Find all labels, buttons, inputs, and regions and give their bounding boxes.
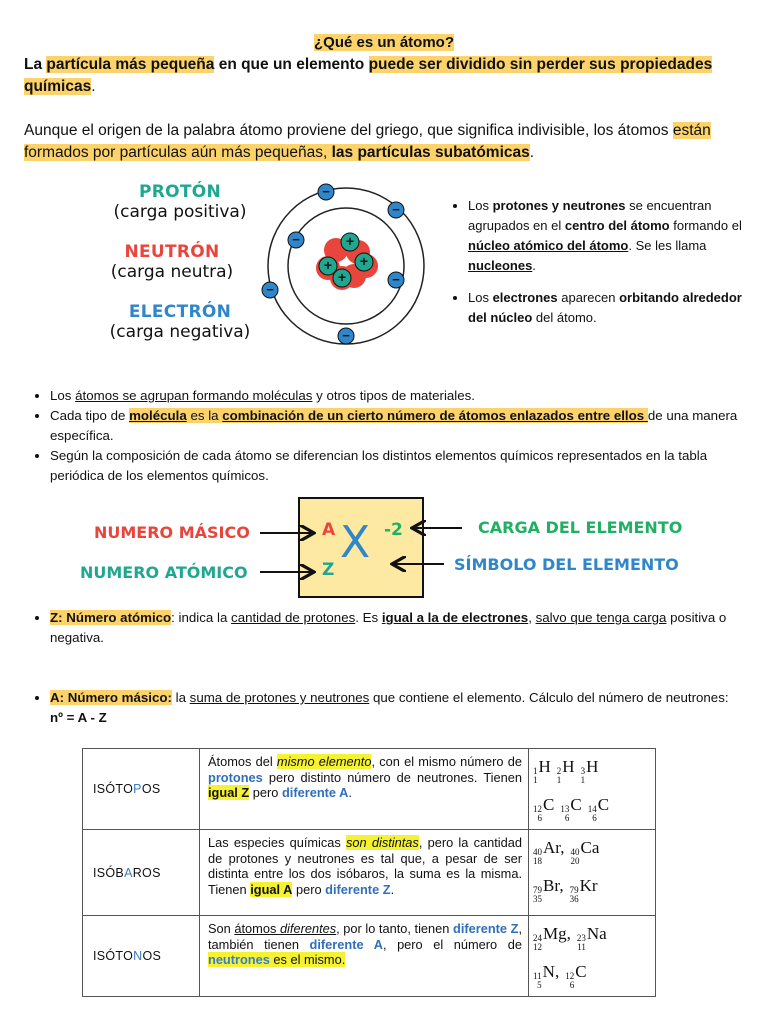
list-item: • Z: Número atómico: indica la cantidad de protones. Es igual a la de electrones, salvo que tenga carga positiva o negativa. (50, 608, 742, 648)
svg-text:+: + (359, 253, 369, 269)
element-symbol-X: X (340, 517, 371, 568)
svg-text:+: + (323, 257, 333, 273)
svg-text:−: − (392, 272, 400, 287)
electron-label: ELECTRÓN (carga negativa) (109, 302, 251, 342)
arrows (0, 490, 768, 600)
mass-number-bullet (32, 688, 742, 728)
atomic-number-bullet (32, 608, 742, 648)
nuclide-notation: 11 5 N, (533, 962, 560, 990)
row-desc-isotopos: Átomos del mismo elemento, con el mismo número de protones pero distinto número de neutrones. Tienen igual Z pero diferente A. (200, 749, 529, 830)
row-desc-isotonos: Son átomos diferentes, por lo tanto, tienen diferente Z, también tienen diferente A, pero el número de neutrones es el mismo. (200, 916, 529, 997)
page-title: ¿Qué es un átomo? (313, 34, 454, 51)
atomic-number-Z: Z (322, 560, 335, 580)
nuclide-notation: 79 35 Br, (533, 876, 564, 904)
row-desc-isobaros: Las especies químicas son distintas, pero la cantidad de protones y neutrones es tal que, a pesar de ser distinta entre los dos isóbaros, la suma es la misma. Tienen igual A pero diferente Z. (200, 830, 529, 916)
row-label-isotopos: ISÓTOPOS (83, 749, 200, 830)
nuclide-notation: 1 1 H (533, 757, 551, 785)
svg-text:−: − (392, 202, 400, 217)
row-label-isobaros: ISÓBAROS (83, 830, 200, 916)
nuclide-notation: 23 11 Na (576, 924, 607, 952)
origin-paragraph: Aunque el origen de la palabra átomo proviene del griego, que significa indivisible, los átomos están formados por partículas aún más pequeñas, las partículas subatómicas. (24, 122, 711, 161)
symbol-label: SÍMBOLO DEL ELEMENTO (454, 555, 679, 574)
inner-orbit (288, 208, 404, 324)
nuclide-notation: 24 12 Mg, (533, 924, 571, 952)
row-examples-isotonos (529, 916, 656, 997)
row-examples-isobaros (529, 830, 656, 916)
table-row (83, 916, 656, 997)
table-row (83, 830, 656, 916)
list-item: • Los átomos se agrupan formando moléculas y otros tipos de materiales. (50, 386, 742, 406)
list-item: • Cada tipo de molécula es la combinación de un cierto número de átomos enlazados entre ellos de una manera específica. (50, 406, 742, 446)
nuclide-notation: 79 36 Kr (569, 876, 598, 904)
element-charge: -2 (384, 520, 403, 540)
nuclide-notation: 40 20 Ca (570, 838, 600, 866)
row-examples-isotopos (529, 749, 656, 830)
svg-text:+: + (337, 269, 347, 285)
nuclide-notation: 14 6 C (587, 795, 610, 823)
list-item: • Los electrones aparecen orbitando alrededor del núcleo del átomo. (468, 288, 760, 328)
svg-text:−: − (322, 184, 330, 199)
svg-text:−: − (266, 282, 274, 297)
charge-label: CARGA DEL ELEMENTO (478, 518, 683, 537)
molecule-bullets (32, 386, 742, 486)
nuclide-notation: 13 6 C (560, 795, 582, 823)
isotope-table (82, 748, 656, 997)
nuclide-notation: 40 18 Ar, (533, 838, 565, 866)
nuclide-notation: 12 6 C (533, 795, 555, 823)
svg-text:−: − (292, 232, 300, 247)
nuclide-notation: 2 1 H (556, 757, 575, 785)
proton-label: PROTÓN (carga positiva) (113, 182, 247, 222)
table-row (83, 749, 656, 830)
list-item: • Los protones y neutrones se encuentran agrupados en el centro del átomo formando el núcleo atómico del átomo. Se les llama nucleones. (468, 196, 760, 276)
atom-diagram (258, 180, 438, 348)
svg-text:−: − (342, 328, 350, 343)
atom-bullets (450, 196, 760, 340)
mass-number-label: NUMERO MÁSICO (94, 523, 250, 542)
intro-paragraph: La partícula más pequeña en que un elemento puede ser dividido sin perder sus propiedades químicas. (24, 56, 713, 95)
list-item: • Según la composición de cada átomo se diferencian los distintos elementos químicos representados en la tabla periódica de los elementos químicos. (50, 446, 742, 486)
nuclide-notation: 3 1 H (580, 757, 599, 785)
atomic-number-label: NUMERO ATÓMICO (80, 563, 248, 582)
nuclide-notation: 12 6 C (565, 962, 587, 990)
svg-text:+: + (345, 233, 355, 249)
list-item: • A: Número másico: la suma de protones y neutrones que contiene el elemento. Cálculo del número de neutrones: nº = A - Z (50, 688, 742, 728)
nucleus (316, 233, 378, 290)
row-label-isotonos: ISÓTONOS (83, 916, 200, 997)
neutron-label: NEUTRÓN (carga neutra) (110, 242, 234, 282)
mass-number-A: A (322, 520, 336, 540)
